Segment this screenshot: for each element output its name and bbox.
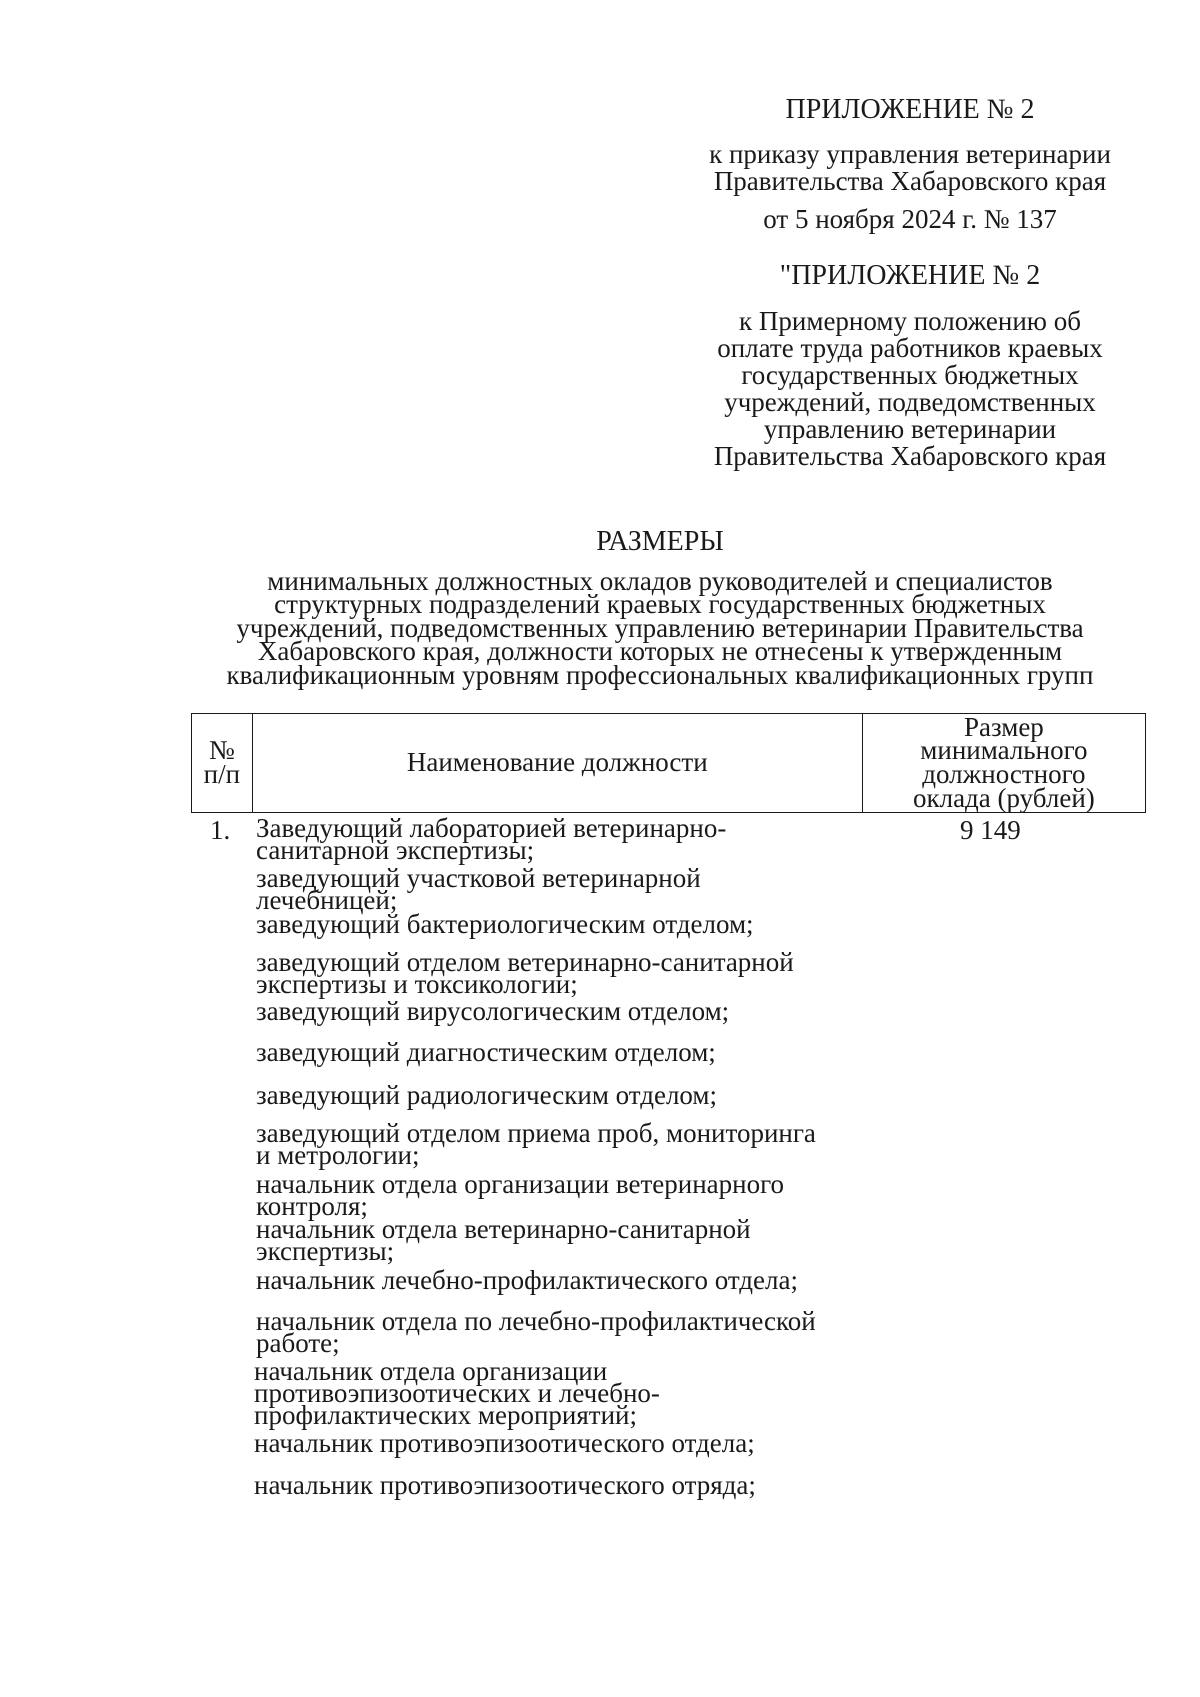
position-item-line: заведующий участковой ветеринарной [256, 863, 701, 893]
position-item-line: лечебницей; [256, 885, 398, 916]
position-item [254, 1470, 874, 1500]
position-item-line: санитарной экспертизы; [256, 835, 535, 866]
position-item [254, 1428, 874, 1458]
appendix-header-regulation [680, 262, 1140, 470]
header-line: оклада (рублей) [912, 782, 1095, 813]
position-item-line: и метрологии; [256, 1140, 420, 1171]
appendix-line: оплате труда работников краевых [717, 333, 1103, 363]
title-sub-line: структурных подразделений краевых государственных бюджетных [274, 589, 1046, 620]
appendix-heading: "ПРИЛОЖЕНИЕ № 2 [779, 260, 1041, 291]
title-sub-line: Хабаровского края, должности которых не отнесены к утвержденным [257, 636, 1063, 667]
position-item [256, 996, 876, 1026]
position-item [256, 1037, 876, 1067]
position-item [256, 1080, 876, 1110]
position-item [256, 947, 876, 1000]
appendix-date: от 5 ноября 2024 г. № 137 [763, 204, 1057, 234]
header-line: п/п [203, 759, 241, 789]
position-item-line: экспертизы и токсикологии; [256, 969, 578, 1000]
position-item-line: начальник противоэпизоотического отряда; [254, 1470, 756, 1500]
position-item-line: начальник отдела по лечебно-профилактической [256, 1306, 816, 1336]
row-number: 1. [210, 815, 231, 845]
position-item-line: профилактических мероприятий; [254, 1400, 637, 1431]
appendix-line: Правительства Хабаровского края [713, 166, 1107, 196]
position-item-line: заведующий отделом ветеринарно-санитарной [256, 947, 794, 977]
position-item-line: заведующий бактериологическим отделом; [256, 909, 754, 939]
column-header-salary [862, 711, 1145, 813]
appendix-line: Правительства Хабаровского края [713, 441, 1107, 471]
appendix-heading: ПРИЛОЖЕНИЕ № 2 [785, 94, 1035, 125]
position-item-line: экспертизы; [256, 1236, 395, 1267]
position-item [256, 1169, 876, 1222]
column-header-number [192, 714, 253, 813]
position-item-line: начальник противоэпизоотического отдела; [254, 1428, 755, 1458]
appendix-line: государственных бюджетных [741, 360, 1079, 390]
appendix-line: управлению ветеринарии [763, 414, 1057, 444]
header-line: Размер [963, 711, 1044, 742]
position-item-line: контроля; [256, 1191, 368, 1222]
position-item-line: начальник отдела организации [254, 1356, 608, 1386]
title-main: РАЗМЕРЫ [596, 526, 724, 557]
position-item-line: заведующий отделом приема проб, мониторинга [256, 1118, 816, 1148]
appendix-line: к Примерному положению об [739, 306, 1081, 336]
position-item [256, 1306, 876, 1359]
title-sub-line: квалификационным уровням профессиональных квалификационных групп [226, 659, 1094, 690]
position-item [256, 1265, 876, 1295]
appendix-line: учреждений, подведомственных [724, 387, 1096, 417]
title-sub-line: учреждений, подведомственных управлению ветеринарии Правительства [236, 612, 1084, 643]
position-item-line: Заведующий лабораторией ветеринарно- [256, 813, 727, 843]
document-title [190, 526, 1130, 690]
appendix-header-order [680, 96, 1140, 233]
title-subtitle [190, 566, 1130, 690]
header-line: должностного [922, 759, 1086, 789]
position-item-line: заведующий радиологическим отделом; [256, 1080, 718, 1110]
position-item [256, 863, 876, 916]
position-item [256, 909, 876, 939]
column-header-position: Наименование должности [252, 714, 862, 813]
position-item-line: работе; [256, 1328, 340, 1359]
position-item-line: начальник отдела организации ветеринарного [256, 1169, 785, 1199]
position-item-line: начальник лечебно-профилактического отдела; [256, 1265, 798, 1295]
position-item-line: заведующий диагностическим отделом; [256, 1037, 716, 1067]
position-item-line: заведующий вирусологическим отделом; [256, 996, 730, 1026]
table-header-row [192, 714, 1146, 813]
position-item-line: начальник отдела ветеринарно-санитарной [256, 1214, 751, 1244]
appendix-line: к приказу управления ветеринарии [709, 139, 1111, 169]
header-line: № [209, 735, 235, 766]
position-item [256, 813, 876, 866]
position-item [256, 1214, 876, 1267]
salary-table-header [191, 713, 1146, 813]
title-sub-line: минимальных должностных окладов руководителей и специалистов [267, 566, 1053, 596]
row-salary-value: 9 149 [960, 815, 1021, 845]
position-item [254, 1356, 874, 1431]
position-item-line: противоэпизоотических и лечебно- [254, 1378, 660, 1409]
position-item [256, 1118, 876, 1171]
header-line: минимального [920, 735, 1088, 766]
